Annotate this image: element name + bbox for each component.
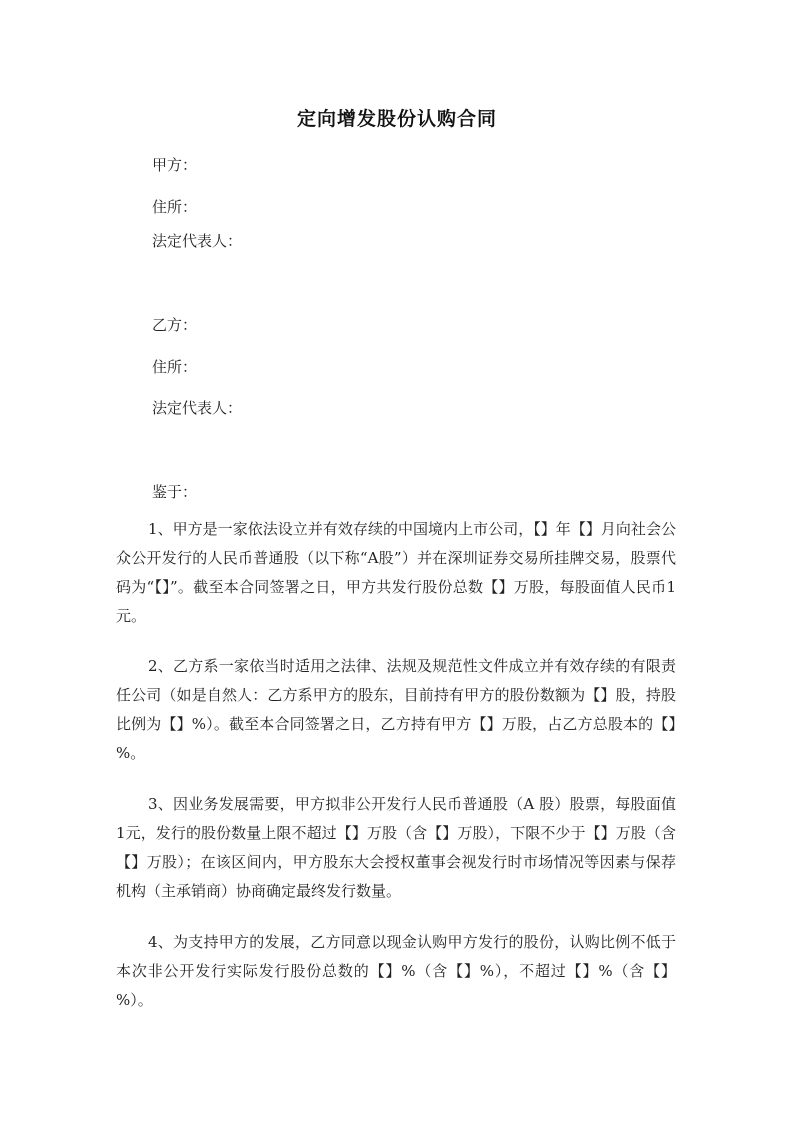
- whereas-label: 鉴于：: [152, 483, 198, 501]
- party-a-name-label: 甲方：: [152, 156, 198, 174]
- document-title: 定向增发股份认购合同: [296, 108, 497, 130]
- party-a-representative-label: 法定代表人：: [152, 232, 243, 250]
- party-a-address-label: 住所：: [152, 198, 198, 216]
- clause-3: 3、因业务发展需要，甲方拟非公开发行人民币普通股（A 股）股票，每股面值1元，发行的股份数量上限不超过【】万股（含【】万股），下限不少于【】万股（含【】万股）；在该区间内，甲方股东大会授权董事会视发行时市场情况等因素与保荐机构（主承销商）协商确定最终发行数量。: [116, 795, 676, 900]
- clause-1: 1、甲方是一家依法设立并有效存续的中国境内上市公司，【】年【】月向社会公众公开发行的人民币普通股（以下称“A股”）并在深圳证券交易所挂牌交易，股票代码为“【】”。截至本合同签署之日，甲方共发行股份总数【】万股，每股面值人民币1元。: [116, 520, 676, 625]
- party-b-name-label: 乙方：: [152, 316, 198, 334]
- clause-4: 4、为支持甲方的发展，乙方同意以现金认购甲方发行的股份，认购比例不低于本次非公开发行实际发行股份总数的【】%（含【】%），不超过【】%（含【】%）。: [116, 933, 676, 1009]
- party-b-representative-label: 法定代表人：: [152, 399, 243, 417]
- party-b-address-label: 住所：: [152, 358, 198, 376]
- clause-2: 2、乙方系一家依当时适用之法律、法规及规范性文件成立并有效存续的有限责任公司（如是自然人：乙方系甲方的股东，目前持有甲方的股份数额为【】股，持股比例为【】%）。截至本合同签署之日，乙方持有甲方【】万股，占乙方总股本的【】%。: [116, 657, 676, 762]
